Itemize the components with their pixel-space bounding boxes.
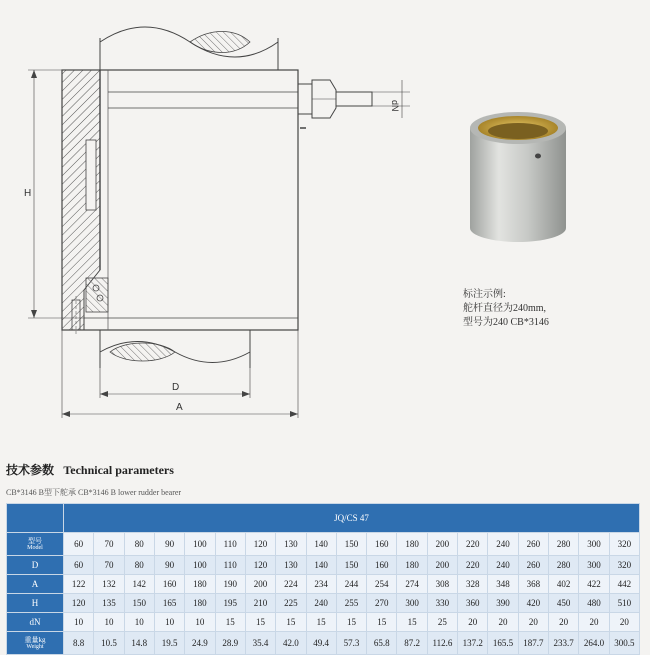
table-cell: 24.9 <box>185 632 215 655</box>
table-cell: 274 <box>397 575 427 594</box>
row-label <box>7 533 64 556</box>
table-cell: 150 <box>336 533 366 556</box>
table-cell: 240 <box>306 594 336 613</box>
table-cell: 422 <box>579 575 609 594</box>
table-cell: 348 <box>488 575 518 594</box>
d-label: D <box>172 382 180 393</box>
table-cell: 122 <box>64 575 94 594</box>
table-cell: 150 <box>124 594 154 613</box>
table-cell: 360 <box>458 594 488 613</box>
table-cell: 20 <box>458 613 488 632</box>
table-cell: 160 <box>367 533 397 556</box>
row-label <box>7 632 64 655</box>
table-cell: 20 <box>488 613 518 632</box>
row-label: A <box>7 575 64 594</box>
table-cell: 260 <box>518 533 548 556</box>
table-cell: 300 <box>397 594 427 613</box>
row-label-cn: 重量kg <box>24 635 46 644</box>
table-cell: 233.7 <box>549 632 579 655</box>
table-row <box>7 613 640 632</box>
table-cell: 220 <box>458 533 488 556</box>
dn-label: dN <box>390 100 400 112</box>
table-cell: 15 <box>215 613 245 632</box>
table-cell: 8.8 <box>64 632 94 655</box>
table-cell: 10.5 <box>94 632 124 655</box>
table-cell: 100 <box>185 533 215 556</box>
table-cell: 320 <box>609 556 639 575</box>
section-title-en: Technical parameters <box>63 463 174 477</box>
table-cell: 270 <box>367 594 397 613</box>
row-label: H <box>7 594 64 613</box>
table-cell: 42.0 <box>276 632 306 655</box>
row-label-cn: 型号 <box>28 536 42 545</box>
table-cell: 150 <box>336 556 366 575</box>
table-cell: 25 <box>427 613 457 632</box>
table-cell: 165.5 <box>488 632 518 655</box>
table-cell: 28.9 <box>215 632 245 655</box>
table-cell: 210 <box>245 594 275 613</box>
grease-fitting <box>298 80 372 128</box>
table-cell: 160 <box>154 575 184 594</box>
table-cell: 420 <box>518 594 548 613</box>
table-cell: 110 <box>215 533 245 556</box>
table-cell: 80 <box>124 556 154 575</box>
table-cell: 14.8 <box>124 632 154 655</box>
table-cell: 60 <box>64 556 94 575</box>
table-cell: 220 <box>458 556 488 575</box>
table-cell: 10 <box>64 613 94 632</box>
table-cell: 57.3 <box>336 632 366 655</box>
table-cell: 255 <box>336 594 366 613</box>
table-cell: 195 <box>215 594 245 613</box>
row-label-en: Weight <box>26 643 44 650</box>
table-cell: 244 <box>336 575 366 594</box>
table-cell: 10 <box>154 613 184 632</box>
table-cell: 234 <box>306 575 336 594</box>
table-cell: 240 <box>488 533 518 556</box>
table-cell: 140 <box>306 533 336 556</box>
table-cell: 35.4 <box>245 632 275 655</box>
table-cell: 15 <box>397 613 427 632</box>
parameters-table <box>6 503 640 655</box>
table-cell: 280 <box>549 533 579 556</box>
h-label: H <box>24 188 32 199</box>
table-cell: 130 <box>276 533 306 556</box>
table-cell: 442 <box>609 575 639 594</box>
table-cell: 510 <box>609 594 639 613</box>
table-cell: 90 <box>154 556 184 575</box>
dimension-A <box>62 330 298 418</box>
table-cell: 160 <box>367 556 397 575</box>
table-cell: 20 <box>609 613 639 632</box>
table-cell: 180 <box>185 575 215 594</box>
table-cell: 225 <box>276 594 306 613</box>
table-row <box>7 632 640 655</box>
table-cell: 15 <box>367 613 397 632</box>
table-cell: 10 <box>124 613 154 632</box>
table-cell: 450 <box>549 594 579 613</box>
table-cell: 264.0 <box>579 632 609 655</box>
table-cell: 200 <box>427 556 457 575</box>
table-cell: 260 <box>518 556 548 575</box>
table-cell: 280 <box>549 556 579 575</box>
table-cell: 20 <box>549 613 579 632</box>
table-cell: 70 <box>94 556 124 575</box>
table-cell: 140 <box>306 556 336 575</box>
table-cell: 165 <box>154 594 184 613</box>
table-cell: 20 <box>579 613 609 632</box>
table-cell: 480 <box>579 594 609 613</box>
table-cell: 300 <box>579 556 609 575</box>
section-title <box>6 461 174 478</box>
table-cell: 300 <box>579 533 609 556</box>
table-cell: 65.8 <box>367 632 397 655</box>
table-cell: 142 <box>124 575 154 594</box>
table-cell: 240 <box>488 556 518 575</box>
shaft-upper <box>100 27 278 70</box>
table-cell: 200 <box>245 575 275 594</box>
table-cell: 15 <box>336 613 366 632</box>
table-cell: 10 <box>185 613 215 632</box>
table-cell: 80 <box>124 533 154 556</box>
note-title: 标注示例: <box>463 289 506 300</box>
table-cell: 402 <box>549 575 579 594</box>
table-cell: 120 <box>64 594 94 613</box>
note-line-1: 舵杆直径为240mm, <box>463 303 547 314</box>
dimension-D <box>100 368 250 398</box>
table-cell: 190 <box>215 575 245 594</box>
shaft-lower <box>100 330 250 368</box>
a-label: A <box>176 402 183 413</box>
table-cell: 180 <box>397 533 427 556</box>
table-cell: 180 <box>185 594 215 613</box>
dimension-dN <box>372 80 410 118</box>
table-cell: 70 <box>94 533 124 556</box>
table-cell: 10 <box>94 613 124 632</box>
table-cell: 120 <box>245 556 275 575</box>
table-row <box>7 533 640 556</box>
table-cell: 19.5 <box>154 632 184 655</box>
table-cell: 15 <box>306 613 336 632</box>
section-title-cn: 技术参数 <box>6 463 55 477</box>
table-cell: 187.7 <box>518 632 548 655</box>
table-cell: 15 <box>276 613 306 632</box>
bearing-photo <box>458 100 578 245</box>
table-cell: 132 <box>94 575 124 594</box>
table-cell: 300.5 <box>609 632 639 655</box>
housing <box>62 70 298 334</box>
table-cell: 180 <box>397 556 427 575</box>
table-cell: 254 <box>367 575 397 594</box>
annotation-note <box>463 288 549 330</box>
header-corner <box>7 504 64 533</box>
table-cell: 330 <box>427 594 457 613</box>
table-cell: 112.6 <box>427 632 457 655</box>
table-cell: 60 <box>64 533 94 556</box>
table-row <box>7 575 640 594</box>
table-cell: 20 <box>518 613 548 632</box>
table-cell: 130 <box>276 556 306 575</box>
table-cell: 137.2 <box>458 632 488 655</box>
table-cell: 120 <box>245 533 275 556</box>
table-cell: 100 <box>185 556 215 575</box>
table-cell: 224 <box>276 575 306 594</box>
table-cell: 90 <box>154 533 184 556</box>
table-cell: 110 <box>215 556 245 575</box>
table-header: JQ/CS 47 <box>64 504 640 533</box>
table-cell: 390 <box>488 594 518 613</box>
table-cell: 200 <box>427 533 457 556</box>
row-label: D <box>7 556 64 575</box>
section-subtitle: CB*3146 B型下舵承 CB*3146 B lower rudder bearer <box>6 488 182 497</box>
table-cell: 328 <box>458 575 488 594</box>
table-row <box>7 594 640 613</box>
note-line-2: 型号为240 CB*3146 <box>463 317 549 328</box>
row-label-en: Model <box>27 544 43 551</box>
table-cell: 49.4 <box>306 632 336 655</box>
table-row <box>7 556 640 575</box>
table-cell: 15 <box>245 613 275 632</box>
row-label: dN <box>7 613 64 632</box>
table-cell: 320 <box>609 533 639 556</box>
table-cell: 368 <box>518 575 548 594</box>
table-cell: 135 <box>94 594 124 613</box>
table-cell: 308 <box>427 575 457 594</box>
table-cell: 87.2 <box>397 632 427 655</box>
